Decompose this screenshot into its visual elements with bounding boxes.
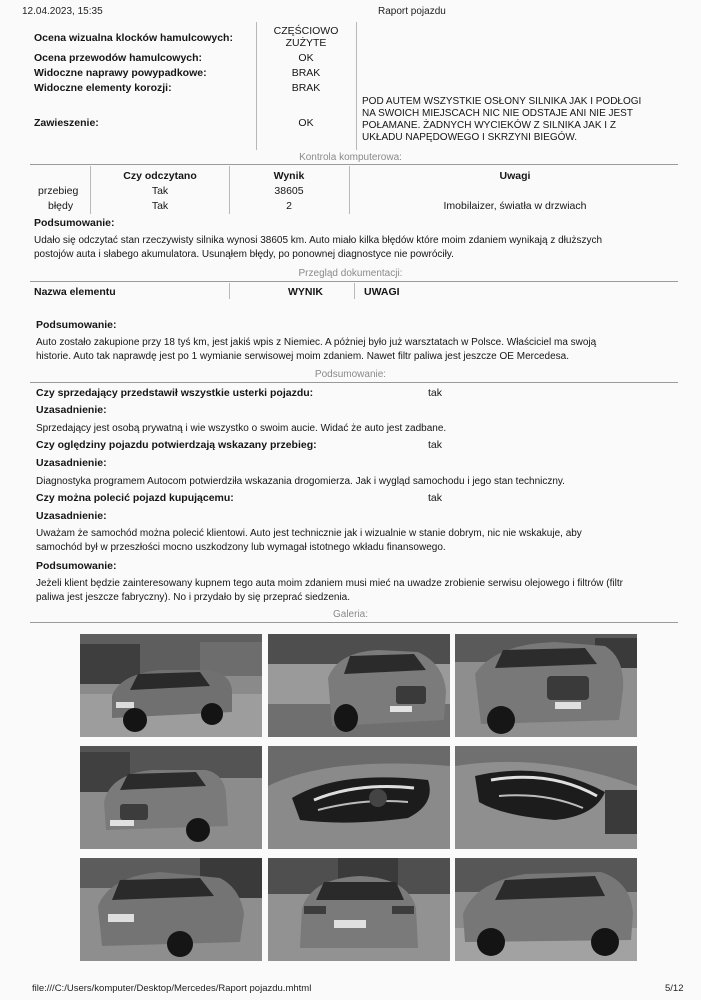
print-title: Raport pojazdu xyxy=(378,6,446,17)
documents-summary-label: Podsumowanie: xyxy=(36,319,117,331)
q-recommend-answer: tak xyxy=(428,492,443,504)
q-defects-question: Czy sprzedający przedstawił wszystkie usterki pojazdu: xyxy=(36,387,314,399)
table-divider xyxy=(229,283,230,299)
section-rule xyxy=(30,164,678,165)
accident-repairs-value: BRAK xyxy=(291,67,321,79)
doc-col-result: WYNIK xyxy=(288,286,323,298)
row-errors-notes: Imobilaizer, światła w drzwiach xyxy=(443,200,587,212)
final-summary-label: Podsumowanie: xyxy=(36,560,117,572)
section-rule xyxy=(30,622,678,623)
q-mileage-question: Czy oględziny pojazdu potwierdzają wskazany przebieg: xyxy=(36,439,317,451)
corrosion-label: Widoczne elementy korozji: xyxy=(34,82,172,94)
col-header-notes: Uwagi xyxy=(499,170,531,182)
documents-summary-text: Auto zostało zakupione przy 18 tyś km, jest jakiś wpis z Niemiec. A póżniej było już warsztatach w Polsce. Właściciel ma swoją historie. Auto tak naprawdę jest po 1 wymianie serwisowej moim zdaniem. Nawet filtr paliwa jest jeszcze OE Mercedesa. xyxy=(36,337,597,362)
print-datetime: 12.04.2023, 15:35 xyxy=(22,6,103,17)
section-rule xyxy=(30,281,678,282)
q-recommend-just-label: Uzasadnienie: xyxy=(36,510,107,522)
q-recommend-question: Czy można polecić pojazd kupującemu: xyxy=(36,492,234,504)
doc-col-name: Nazwa elementu xyxy=(34,286,116,298)
table-divider xyxy=(354,283,355,299)
col-header-result: Wynik xyxy=(273,170,305,182)
suspension-value: OK xyxy=(298,117,314,129)
section-title-summary: Podsumowanie: xyxy=(314,369,387,380)
suspension-label: Zawieszenie: xyxy=(34,117,99,129)
gallery-photo-right-side[interactable] xyxy=(455,858,637,961)
corrosion-value: BRAK xyxy=(291,82,321,94)
doc-col-notes: UWAGI xyxy=(364,286,400,298)
row-errors-name: błędy xyxy=(48,200,74,212)
brake-pads-label: Ocena wizualna klocków hamulcowych: xyxy=(34,32,233,44)
column-divider xyxy=(356,22,357,150)
gallery-photo-rear[interactable] xyxy=(268,858,450,961)
gallery-photo-rear-left[interactable] xyxy=(80,858,262,961)
row-mileage-result: 38605 xyxy=(274,185,304,197)
table-divider xyxy=(90,166,91,214)
footer-file-path: file:///C:/Users/komputer/Desktop/Mercedes/Raport pojazdu.mhtml xyxy=(32,983,312,994)
column-divider xyxy=(256,22,257,150)
q-recommend-just-text: Uważam że samochód można polecić klientowi. Auto jest technicznie jak i wizualnie w stanie dobrym, nic nie wskakuje, aby samochód był w przeszłości mocno uszkodzony lub wymagał istotnego wkładu finansowego. xyxy=(36,528,582,553)
computer-summary-text: Udało się odczytać stan rzeczywisty silnika wynosi 38605 km. Auto miało kilka błędów które moim zdaniem wynikają z dłuższych postojów auta i słabego akumulatora. Usunąłem błędy, po ponownej diagnostyce nie powróciły. xyxy=(34,235,603,260)
suspension-note: POD AUTEM WSZYSTKIE OSŁONY SILNIKA JAK I PODŁOGI NA SWOICH MIEJSCACH NIC NIE ODSTAJE ANI NIE JEST POŁAMANE. ŻADNYCH WYCIEKÓW Z SILNIKA JAK I Z UKŁADU NAPĘDOWEGO I SKRZYNI BIEGÓW. xyxy=(362,96,642,143)
brake-pads-value: CZĘŚCIOWO ZUŻYTE xyxy=(273,25,339,49)
gallery-photo-front-right[interactable] xyxy=(455,634,637,737)
gallery-photo-headlight-left[interactable] xyxy=(268,746,450,849)
accident-repairs-label: Widoczne naprawy powypadkowe: xyxy=(34,67,207,79)
row-mileage-name: przebieg xyxy=(38,185,79,197)
q-mileage-just-text: Diagnostyka programem Autocom potwierdziła wskazania drogomierza. Jak i wygląd samochodu i jego stan techniczny. xyxy=(36,476,565,487)
section-title-computer: Kontrola komputerowa: xyxy=(299,152,402,163)
gallery-photo-front-left[interactable] xyxy=(80,634,262,737)
row-mileage-read: Tak xyxy=(151,185,169,197)
footer-page-number: 5/12 xyxy=(665,983,684,994)
q-defects-just-label: Uzasadnienie: xyxy=(36,404,107,416)
gallery-photo-headlight-right[interactable] xyxy=(455,746,637,849)
brake-lines-label: Ocena przewodów hamulcowych: xyxy=(34,52,203,64)
brake-lines-value: OK xyxy=(298,52,314,64)
gallery-photo-front[interactable] xyxy=(268,634,450,737)
q-mileage-answer: tak xyxy=(428,439,443,451)
final-summary-text: Jeżeli klient będzie zainteresowany kupnem tego auta moim zdaniem musi mieć na uwadze zrobienie serwisu olejowego i filtrów (filtr paliwa jest jeszcze fabryczny). No i przydało by się przeprać siedzenia. xyxy=(36,578,623,603)
q-mileage-just-label: Uzasadnienie: xyxy=(36,457,107,469)
row-errors-read: Tak xyxy=(151,200,169,212)
section-title-gallery: Galeria: xyxy=(332,609,368,620)
col-header-read: Czy odczytano xyxy=(123,170,197,182)
section-title-documents: Przegląd dokumentacji: xyxy=(298,268,403,279)
computer-summary-label: Podsumowanie: xyxy=(34,217,115,229)
q-defects-answer: tak xyxy=(428,387,443,399)
q-defects-just-text: Sprzedający jest osobą prywatną i wie wszystko o swoim aucie. Widać że auto jest zadbane. xyxy=(36,423,447,434)
row-errors-result: 2 xyxy=(286,200,292,212)
gallery-photo-front-3q[interactable] xyxy=(80,746,262,849)
section-rule xyxy=(30,382,678,383)
